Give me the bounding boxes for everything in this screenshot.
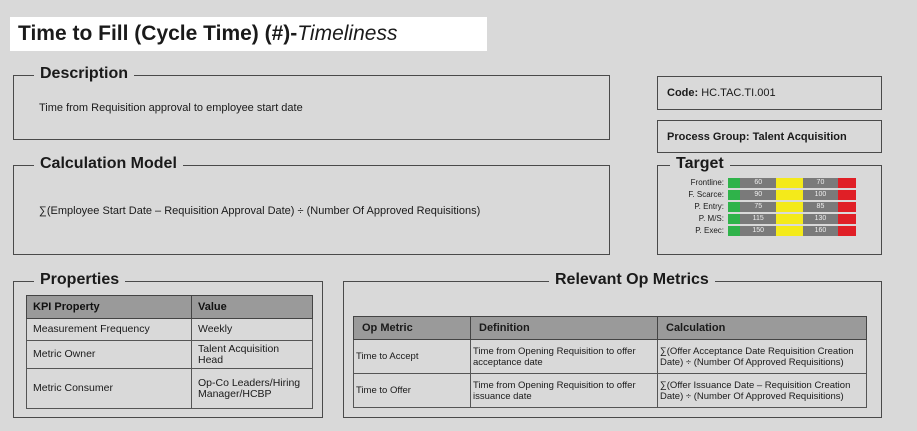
target-red-segment bbox=[838, 214, 856, 224]
calculation-panel bbox=[13, 155, 610, 255]
target-high-value: 100 bbox=[803, 190, 839, 200]
code-box bbox=[657, 76, 882, 110]
target-bar bbox=[728, 178, 856, 188]
target-high-value: 70 bbox=[803, 178, 839, 188]
table-row bbox=[27, 341, 313, 369]
target-bar bbox=[728, 202, 856, 212]
op-metrics-heading: Relevant Op Metrics bbox=[549, 270, 715, 290]
property-name: Metric Consumer bbox=[27, 369, 192, 409]
target-yellow-segment bbox=[776, 202, 803, 212]
target-low-value: 115 bbox=[740, 214, 776, 224]
target-row bbox=[664, 226, 874, 236]
target-row-label: P. Exec: bbox=[695, 226, 724, 235]
target-green-segment bbox=[728, 202, 740, 212]
target-yellow-segment bbox=[776, 190, 803, 200]
target-green-segment bbox=[728, 226, 740, 236]
description-heading: Description bbox=[34, 64, 134, 84]
target-row bbox=[664, 178, 874, 188]
op-metric-name: Time to Offer bbox=[354, 374, 471, 408]
op-header-metric: Op Metric bbox=[354, 317, 471, 340]
target-red-segment bbox=[838, 178, 856, 188]
op-metric-definition: Time from Opening Requisition to offer issuance date bbox=[471, 374, 658, 408]
target-bar bbox=[728, 226, 856, 236]
title-italic: Timeliness bbox=[297, 22, 398, 45]
table-row bbox=[354, 374, 867, 408]
property-name: Measurement Frequency bbox=[27, 319, 192, 341]
target-red-segment bbox=[838, 202, 856, 212]
description-panel bbox=[13, 65, 610, 140]
title-main: Time to Fill (Cycle Time) (#)- bbox=[18, 22, 298, 45]
code-label: Code: bbox=[667, 87, 699, 99]
target-high-value: 160 bbox=[803, 226, 839, 236]
table-row bbox=[27, 369, 313, 409]
property-value: Weekly bbox=[192, 319, 313, 341]
property-value: Talent Acquisition Head bbox=[192, 341, 313, 369]
target-row-label: P. Entry: bbox=[694, 202, 724, 211]
target-low-value: 90 bbox=[740, 190, 776, 200]
properties-table bbox=[26, 295, 313, 409]
process-group-label: Process Group: bbox=[667, 131, 750, 143]
op-metrics-table bbox=[353, 316, 867, 408]
op-metric-calculation: ∑(Offer Issuance Date – Requisition Creation Date) ÷ (Number Of Approved Requisitions) bbox=[658, 374, 867, 408]
target-low-value: 75 bbox=[740, 202, 776, 212]
table-row bbox=[27, 319, 313, 341]
target-panel bbox=[657, 155, 882, 255]
page-title bbox=[10, 17, 487, 51]
op-metric-calculation: ∑(Offer Acceptance Date Requisition Creation Date) ÷ (Number Of Approved Requisitions) bbox=[658, 340, 867, 374]
op-metric-definition: Time from Opening Requisition to offer acceptance date bbox=[471, 340, 658, 374]
process-group-value: Talent Acquisition bbox=[752, 131, 847, 143]
op-header-calculation: Calculation bbox=[658, 317, 867, 340]
code-value: HC.TAC.TI.001 bbox=[701, 87, 776, 99]
op-metric-name: Time to Accept bbox=[354, 340, 471, 374]
calculation-formula: ∑(Employee Start Date – Requisition Approval Date) ÷ (Number Of Approved Requisitions) bbox=[39, 205, 481, 217]
target-red-segment bbox=[838, 226, 856, 236]
calculation-heading: Calculation Model bbox=[34, 154, 183, 174]
target-low-value: 150 bbox=[740, 226, 776, 236]
target-row-label: Frontline: bbox=[690, 178, 724, 187]
target-green-segment bbox=[728, 178, 740, 188]
target-yellow-segment bbox=[776, 214, 803, 224]
target-yellow-segment bbox=[776, 226, 803, 236]
target-row bbox=[664, 202, 874, 212]
target-bar bbox=[728, 190, 856, 200]
target-green-segment bbox=[728, 190, 740, 200]
properties-header-value: Value bbox=[192, 296, 313, 319]
op-header-definition: Definition bbox=[471, 317, 658, 340]
target-bar bbox=[728, 214, 856, 224]
target-green-segment bbox=[728, 214, 740, 224]
process-group-box bbox=[657, 120, 882, 153]
target-red-segment bbox=[838, 190, 856, 200]
target-row-label: F. Scarce: bbox=[688, 190, 724, 199]
target-heading: Target bbox=[670, 154, 730, 174]
target-row-label: P. M/S: bbox=[698, 214, 724, 223]
target-high-value: 130 bbox=[803, 214, 839, 224]
target-low-value: 60 bbox=[740, 178, 776, 188]
property-value: Op-Co Leaders/Hiring Manager/HCBP bbox=[192, 369, 313, 409]
target-yellow-segment bbox=[776, 178, 803, 188]
target-row bbox=[664, 190, 874, 200]
target-high-value: 85 bbox=[803, 202, 839, 212]
property-name: Metric Owner bbox=[27, 341, 192, 369]
properties-heading: Properties bbox=[34, 270, 125, 290]
properties-header-property: KPI Property bbox=[27, 296, 192, 319]
target-row bbox=[664, 214, 874, 224]
table-row bbox=[354, 340, 867, 374]
description-text: Time from Requisition approval to employee start date bbox=[39, 102, 303, 114]
